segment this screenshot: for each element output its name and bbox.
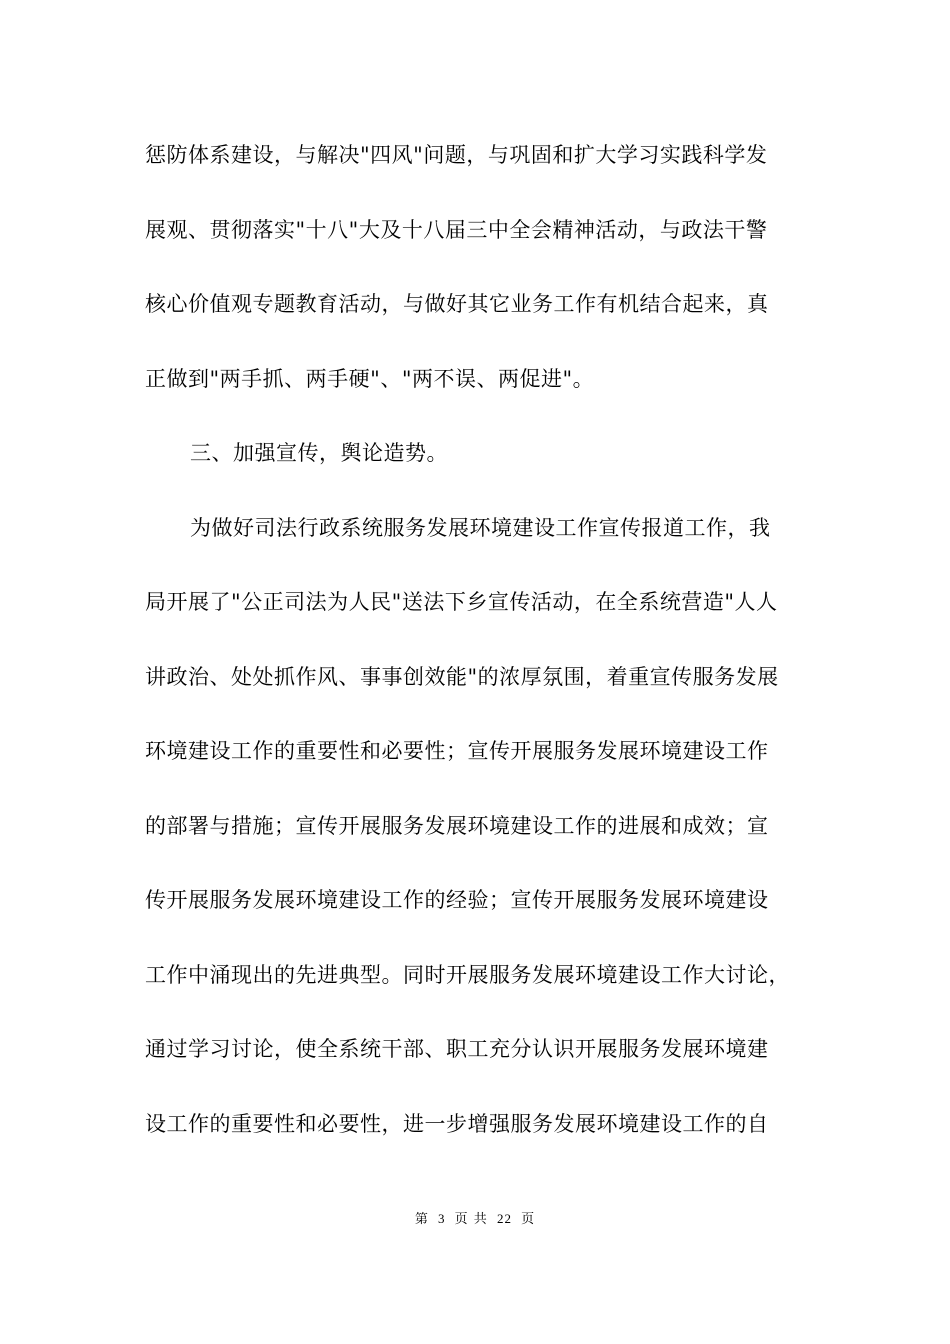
body-line: 的部署与措施；宣传开展服务发展环境建设工作的进展和成效；宣 [145,814,769,838]
body-line: 惩防体系建设，与解决"四风"问题，与巩固和扩大学习实践科学发 [145,143,768,167]
body-line: 讲政治、处处抓作风、事事创效能"的浓厚氛围，着重宣传服务发展 [145,665,779,689]
body-line: 局开展了"公正司法为人民"送法下乡宣传活动，在全系统营造"人人 [145,590,778,614]
body-line: 通过学习讨论，使全系统干部、职工充分认识开展服务发展环境建 [145,1037,769,1061]
body-line: 传开展服务发展环境建设工作的经验；宣传开展服务发展环境建设 [145,888,769,912]
footer-prefix: 第 [414,1212,429,1227]
section-heading: 三、加强宣传，舆论造势。 [190,441,448,465]
footer-middle: 页 共 [454,1212,488,1227]
page-footer [0,1210,950,1229]
body-line: 环境建设工作的重要性和必要性；宣传开展服务发展环境建设工作 [145,739,769,763]
footer-suffix: 页 [521,1212,536,1227]
body-line: 工作中涌现出的先进典型。同时开展服务发展环境建设工作大讨论， [145,963,790,987]
body-line: 展观、贯彻落实"十八"大及十八届三中全会精神活动，与政法干警 [145,218,768,242]
paragraph-first-line: 为做好司法行政系统服务发展环境建设工作宣传报道工作，我 [190,516,771,540]
current-page-number: 3 [438,1211,446,1226]
body-line: 正做到"两手抓、两手硬"、"两不误、两促进"。 [145,367,595,391]
body-line: 设工作的重要性和必要性，进一步增强服务发展环境建设工作的自 [145,1112,769,1136]
body-line: 核心价值观专题教育活动，与做好其它业务工作有机结合起来，真 [145,292,769,316]
total-page-count: 22 [496,1211,512,1226]
